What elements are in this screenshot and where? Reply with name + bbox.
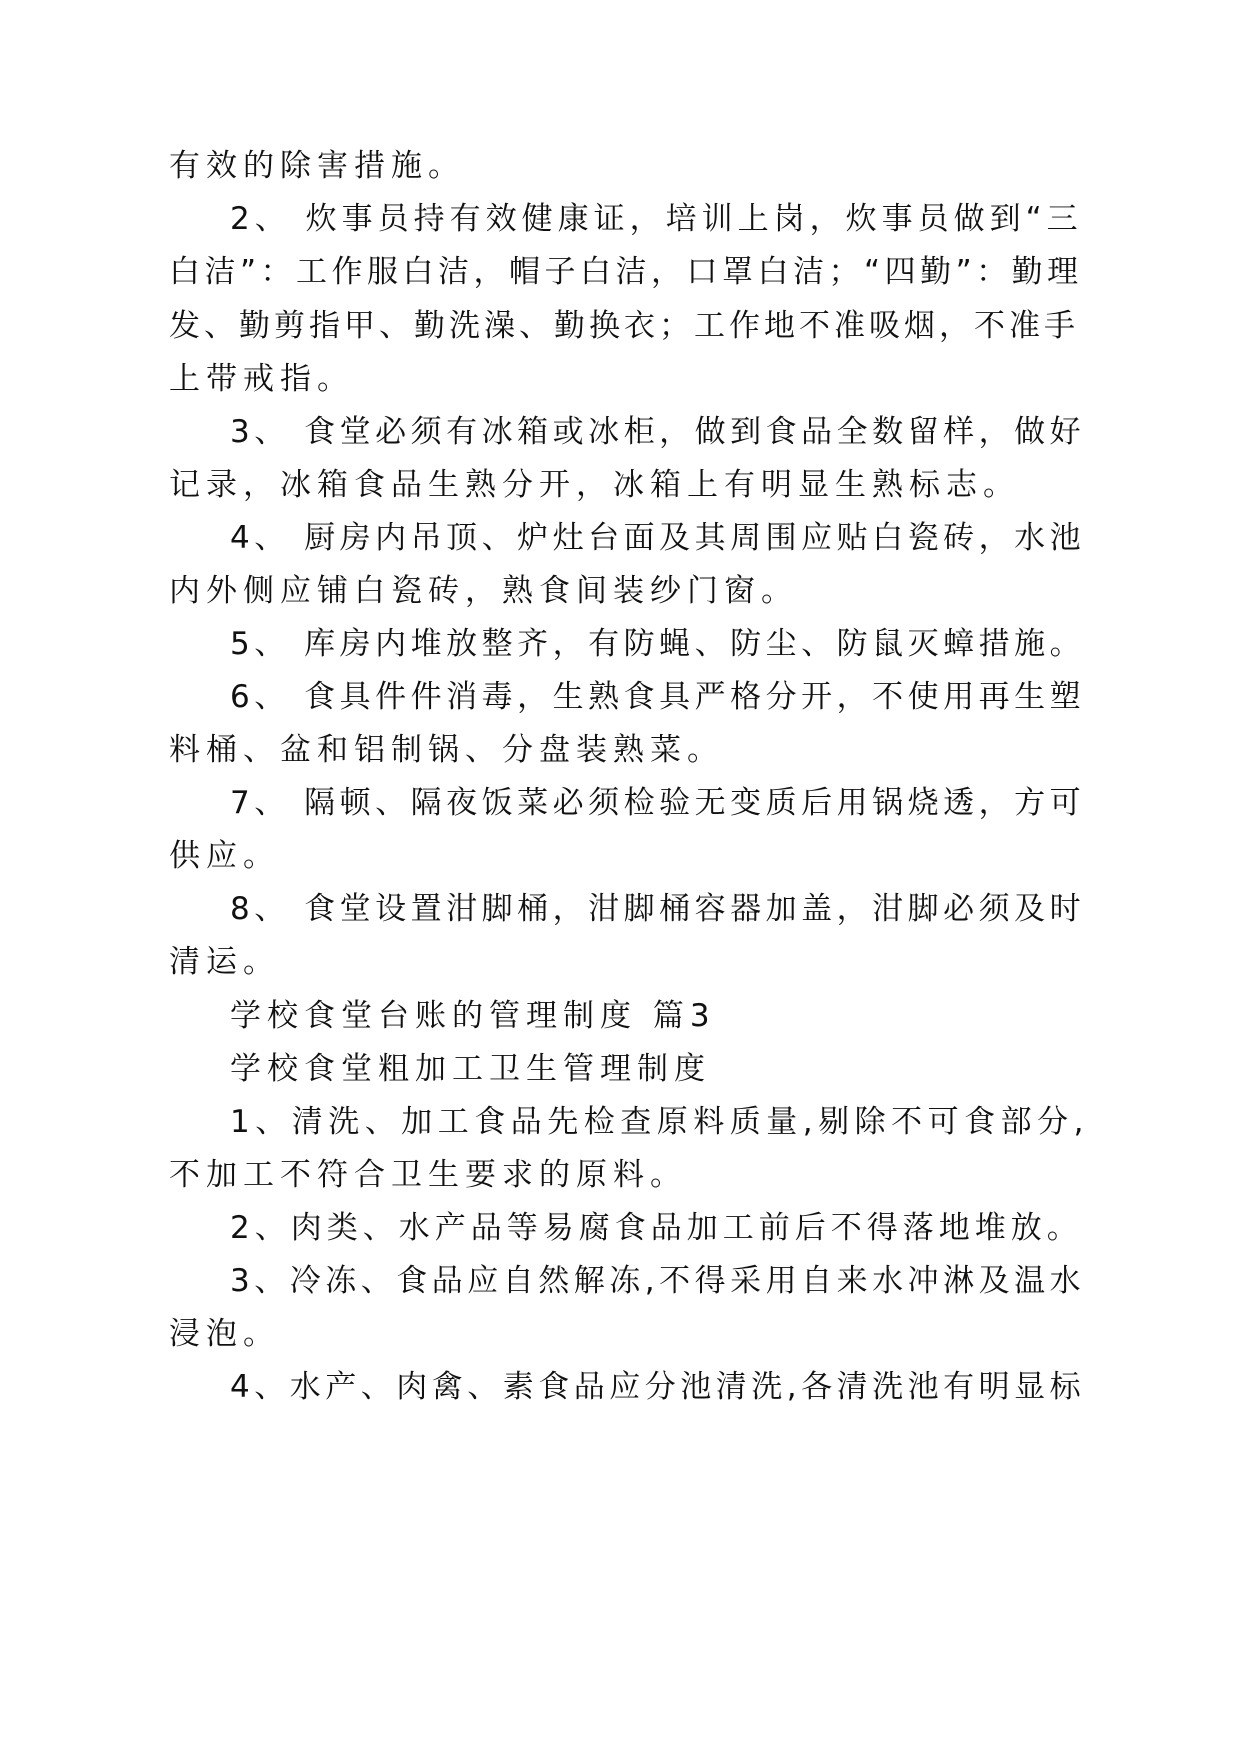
- text-line-23: 浸泡。: [169, 1316, 280, 1352]
- text-line-16: 清运。: [169, 944, 280, 980]
- text-line-4: 发、勤剪指甲、勤洗澡、勤换衣；工作地不准吸烟，不准手: [169, 308, 1079, 344]
- text-line-22: 3、冷冻、食品应自然解冻,不得采用自来水冲淋及温水: [230, 1263, 1086, 1299]
- text-line-3: 白洁”：工作服白洁，帽子白洁，口罩白洁；“四勤”：勤理: [169, 254, 1083, 290]
- text-line-1: 有效的除害措施。: [169, 148, 465, 184]
- text-line-5: 上带戒指。: [169, 361, 354, 397]
- section-heading: 学校食堂台账的管理制度 篇3: [230, 998, 716, 1034]
- text-line-7: 记录，冰箱食品生熟分开，冰箱上有明显生熟标志。: [169, 467, 1020, 503]
- text-line-14: 供应。: [169, 838, 280, 874]
- text-line-6: 3、 食堂必须有冰箱或冰柜，做到食品全数留样，做好: [230, 414, 1086, 450]
- text-line-8: 4、 厨房内吊顶、炉灶台面及其周围应贴白瓷砖，水池: [230, 520, 1086, 556]
- text-line-24: 4、水产、肉禽、素食品应分池清洗,各清洗池有明显标: [230, 1369, 1086, 1405]
- text-line-10: 5、 库房内堆放整齐，有防蝇、防尘、防鼠灭蟑措施。: [230, 626, 1086, 662]
- section-subheading: 学校食堂粗加工卫生管理制度: [230, 1051, 711, 1087]
- text-line-13: 7、 隔顿、隔夜饭菜必须检验无变质后用锅烧透，方可: [230, 785, 1086, 821]
- text-line-20: 不加工不符合卫生要求的原料。: [169, 1157, 687, 1193]
- text-line-21: 2、肉类、水产品等易腐食品加工前后不得落地堆放。: [230, 1210, 1083, 1246]
- text-line-11: 6、 食具件件消毒，生熟食具严格分开，不使用再生塑: [230, 679, 1086, 715]
- text-line-9: 内外侧应铺白瓷砖，熟食间装纱门窗。: [169, 573, 798, 609]
- text-line-2: 2、 炊事员持有效健康证，培训上岗，炊事员做到“三: [230, 201, 1083, 237]
- text-line-19: 1、清洗、加工食品先检查原料质量,剔除不可食部分,: [230, 1104, 1089, 1140]
- text-line-12: 料桶、盆和铝制锅、分盘装熟菜。: [169, 732, 724, 768]
- text-line-15: 8、 食堂设置泔脚桶，泔脚桶容器加盖，泔脚必须及时: [230, 891, 1086, 927]
